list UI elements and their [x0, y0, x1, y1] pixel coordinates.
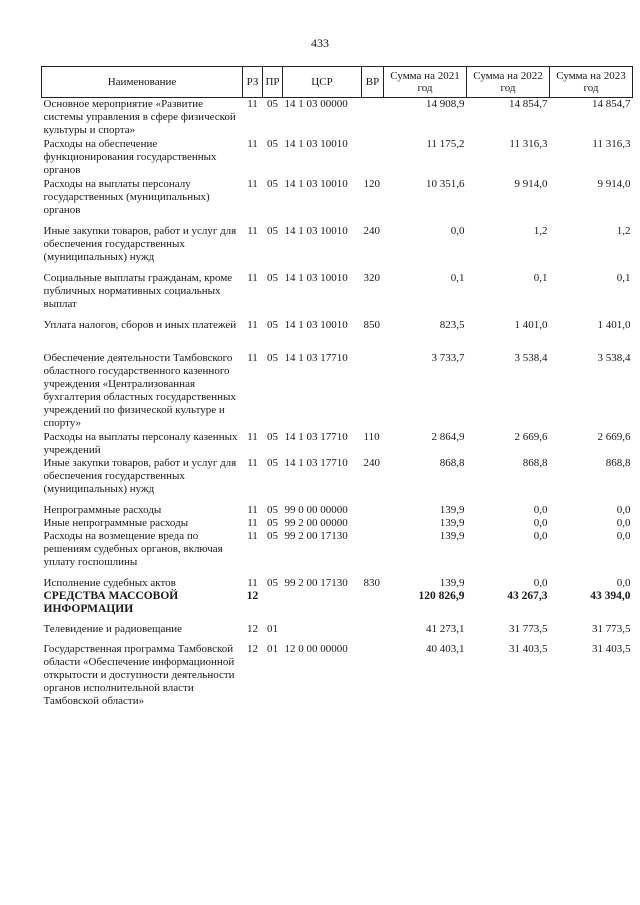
- row-sum-2022: 2 669,6: [514, 431, 548, 443]
- row-sum-2023: 0,0: [616, 504, 631, 516]
- row-pr: 01: [267, 623, 278, 635]
- row-sum-2022: 14 854,7: [509, 98, 548, 110]
- row-rz: 11: [247, 319, 258, 331]
- table-row: [42, 530, 633, 570]
- row-sum-2023: 2 669,6: [597, 431, 631, 443]
- row-name: СРЕДСТВА МАССОВОЙ ИНФОРМАЦИИ: [43, 590, 179, 615]
- row-name: Иные непрограммные расходы: [43, 517, 189, 529]
- row-sum-2021: 40 403,1: [426, 643, 465, 655]
- row-csr: 14 1 03 10010: [284, 178, 348, 190]
- row-vr: 240: [363, 457, 380, 469]
- row-name: Расходы на обеспечение функционирования государственных органов: [43, 138, 217, 176]
- row-sum-2021: 120 826,9: [418, 590, 465, 602]
- table-row: [42, 636, 633, 722]
- row-csr: 99 0 00 00000: [284, 504, 348, 516]
- row-name: Государственная программа Тамбовской области «Обеспечение информационной открытости и доступности деятельности органов исполнительной власти Тамбовской области»: [43, 643, 235, 707]
- row-pr: 05: [267, 504, 278, 516]
- table-row: [42, 457, 633, 497]
- header-rz: РЗ: [243, 67, 263, 98]
- row-sum-2021: 868,8: [439, 457, 465, 469]
- row-sum-2021: 0,0: [450, 225, 465, 237]
- row-sum-2023: 14 854,7: [592, 98, 631, 110]
- row-pr: 05: [267, 431, 278, 443]
- row-pr: 05: [267, 517, 278, 529]
- row-sum-2022: 1 401,0: [514, 319, 548, 331]
- row-rz: 11: [247, 138, 258, 150]
- row-csr: 14 1 03 10010: [284, 225, 348, 237]
- row-pr: 05: [267, 352, 278, 364]
- row-csr: 14 1 03 17710: [284, 457, 348, 469]
- row-sum-2022: 1,2: [533, 225, 548, 237]
- row-name: Расходы на выплаты персоналу государственных (муниципальных) органов: [43, 178, 210, 216]
- row-vr: [362, 497, 384, 517]
- row-name: Расходы на выплаты персоналу казенных учреждений: [43, 431, 238, 456]
- row-sum-2021: 14 908,9: [426, 98, 465, 110]
- row-rz: 11: [247, 272, 258, 284]
- row-pr: 05: [267, 98, 278, 110]
- row-sum-2021: 139,9: [439, 530, 465, 542]
- row-sum-2022: 31 773,5: [509, 623, 548, 635]
- row-rz: 11: [247, 517, 258, 529]
- row-sum-2023: 3 538,4: [597, 352, 631, 364]
- row-sum-2023: 31 403,5: [592, 643, 631, 655]
- row-pr: 05: [267, 530, 278, 542]
- row-pr: 05: [267, 225, 278, 237]
- row-sum-2022: 868,8: [522, 457, 548, 469]
- table-row: [42, 98, 633, 139]
- row-vr: 830: [363, 577, 380, 589]
- row-csr: [283, 616, 362, 636]
- row-csr: 99 2 00 00000: [284, 517, 348, 529]
- row-sum-2021: 10 351,6: [426, 178, 465, 190]
- row-rz: 11: [247, 178, 258, 190]
- header-sum-2022: Сумма на 2022 год: [467, 67, 550, 98]
- row-sum-2023: 31 773,5: [592, 623, 631, 635]
- row-pr: 05: [267, 272, 278, 284]
- row-rz: 11: [247, 98, 258, 110]
- row-vr: 110: [363, 431, 380, 443]
- row-vr: [362, 98, 384, 139]
- header-name: Наименование: [42, 67, 243, 98]
- header-sum-2023: Сумма на 2023 год: [550, 67, 633, 98]
- table-row: [42, 312, 633, 345]
- row-csr: 14 1 03 10010: [284, 319, 348, 331]
- row-rz: 11: [247, 530, 258, 542]
- table-row: [42, 497, 633, 517]
- row-sum-2021: 139,9: [439, 504, 465, 516]
- row-vr: [362, 138, 384, 178]
- header-pr: ПР: [263, 67, 283, 98]
- row-sum-2021: 823,5: [439, 319, 465, 331]
- table-row: [42, 178, 633, 218]
- row-sum-2023: 11 316,3: [592, 138, 631, 150]
- row-sum-2022: 11 316,3: [509, 138, 548, 150]
- row-sum-2021: 139,9: [439, 577, 465, 589]
- row-csr: 14 1 03 17710: [284, 431, 348, 443]
- row-csr: 14 1 03 10010: [284, 272, 348, 284]
- row-pr: 01: [267, 643, 278, 655]
- row-sum-2023: 0,0: [616, 577, 631, 589]
- row-pr: [263, 590, 283, 616]
- row-pr: 05: [267, 138, 278, 150]
- row-sum-2021: 41 273,1: [426, 623, 465, 635]
- row-csr: 14 1 03 00000: [284, 98, 348, 110]
- table-row: [42, 345, 633, 431]
- row-name: Уплата налогов, сборов и иных платежей: [43, 319, 237, 331]
- row-vr: [362, 590, 384, 616]
- row-sum-2023: 868,8: [605, 457, 631, 469]
- row-pr: 05: [267, 457, 278, 469]
- row-vr: 320: [363, 272, 380, 284]
- row-csr: 99 2 00 17130: [284, 530, 348, 542]
- table-row: [42, 138, 633, 178]
- row-sum-2021: 2 864,9: [431, 431, 465, 443]
- row-name: Иные закупки товаров, работ и услуг для обеспечения государственных (муниципальных) нужд: [43, 225, 237, 263]
- row-vr: [362, 345, 384, 431]
- row-sum-2022: 43 267,3: [507, 590, 548, 602]
- row-sum-2021: 139,9: [439, 517, 465, 529]
- row-pr: 05: [267, 577, 278, 589]
- row-sum-2023: 0,0: [616, 517, 631, 529]
- row-rz: 12: [246, 590, 259, 602]
- table-header-row: [42, 67, 633, 98]
- row-sum-2021: 11 175,2: [426, 138, 465, 150]
- row-sum-2023: 43 394,0: [590, 590, 631, 602]
- row-sum-2023: 0,1: [616, 272, 631, 284]
- header-csr: ЦСР: [283, 67, 362, 98]
- table-row: [42, 517, 633, 530]
- row-sum-2022: 3 538,4: [514, 352, 548, 364]
- table-row: [42, 431, 633, 457]
- row-sum-2022: 0,0: [533, 577, 548, 589]
- row-rz: 11: [247, 352, 258, 364]
- row-rz: 11: [247, 577, 258, 589]
- row-name: Обеспечение деятельности Тамбовского областного государственного казенного учреждения «Централизованная бухгалтерия областных государственных учреждений по физической культуре и спорту»: [43, 352, 236, 429]
- row-name: Непрограммные расходы: [43, 504, 162, 516]
- table-row: [42, 616, 633, 636]
- row-rz: 11: [247, 504, 258, 516]
- row-csr: 12 0 00 00000: [284, 643, 348, 655]
- row-sum-2023: 1,2: [616, 225, 631, 237]
- row-sum-2022: 0,0: [533, 530, 548, 542]
- row-rz: 12: [247, 623, 258, 635]
- page-number: 433: [311, 36, 329, 50]
- row-sum-2021: 0,1: [450, 272, 465, 284]
- row-sum-2023: 9 914,0: [597, 178, 631, 190]
- row-rz: 11: [247, 431, 258, 443]
- table-row: [42, 570, 633, 590]
- row-vr: 240: [363, 225, 380, 237]
- row-rz: 12: [247, 643, 258, 655]
- row-sum-2023: 1 401,0: [597, 319, 631, 331]
- row-name: Телевидение и радиовещание: [43, 623, 183, 635]
- table-row: [42, 265, 633, 312]
- row-vr: [362, 616, 384, 636]
- row-csr: 14 1 03 17710: [284, 352, 348, 364]
- row-vr: 850: [363, 319, 380, 331]
- row-sum-2022: 0,0: [533, 517, 548, 529]
- row-vr: [362, 530, 384, 570]
- row-sum-2022: 0,1: [533, 272, 548, 284]
- row-vr: 120: [363, 178, 380, 190]
- row-sum-2023: 0,0: [616, 530, 631, 542]
- row-pr: 05: [267, 178, 278, 190]
- row-pr: 05: [267, 319, 278, 331]
- row-name: Социальные выплаты гражданам, кроме публичных нормативных социальных выплат: [43, 272, 233, 310]
- row-sum-2022: 9 914,0: [514, 178, 548, 190]
- row-csr: 99 2 00 17130: [284, 577, 348, 589]
- row-rz: 11: [247, 225, 258, 237]
- row-sum-2022: 0,0: [533, 504, 548, 516]
- header-vr: ВР: [362, 67, 384, 98]
- budget-table: [41, 66, 633, 722]
- row-name: Расходы на возмещение вреда по решениям судебных органов, включая уплату госпошлины: [43, 530, 223, 568]
- row-vr: [362, 517, 384, 530]
- row-rz: 11: [247, 457, 258, 469]
- row-sum-2021: 3 733,7: [431, 352, 465, 364]
- header-sum-2021: Сумма на 2021 год: [384, 67, 467, 98]
- row-name: Основное мероприятие «Развитие системы управления в сфере физической культуры и спорта»: [43, 98, 236, 136]
- row-sum-2022: 31 403,5: [509, 643, 548, 655]
- row-name: Иные закупки товаров, работ и услуг для обеспечения государственных (муниципальных) нужд: [43, 457, 237, 495]
- row-csr: 14 1 03 10010: [284, 138, 348, 150]
- table-row-section: [42, 590, 633, 616]
- table-row: [42, 218, 633, 265]
- row-csr: [283, 590, 362, 616]
- row-name: Исполнение судебных актов: [43, 577, 176, 589]
- row-vr: [362, 636, 384, 722]
